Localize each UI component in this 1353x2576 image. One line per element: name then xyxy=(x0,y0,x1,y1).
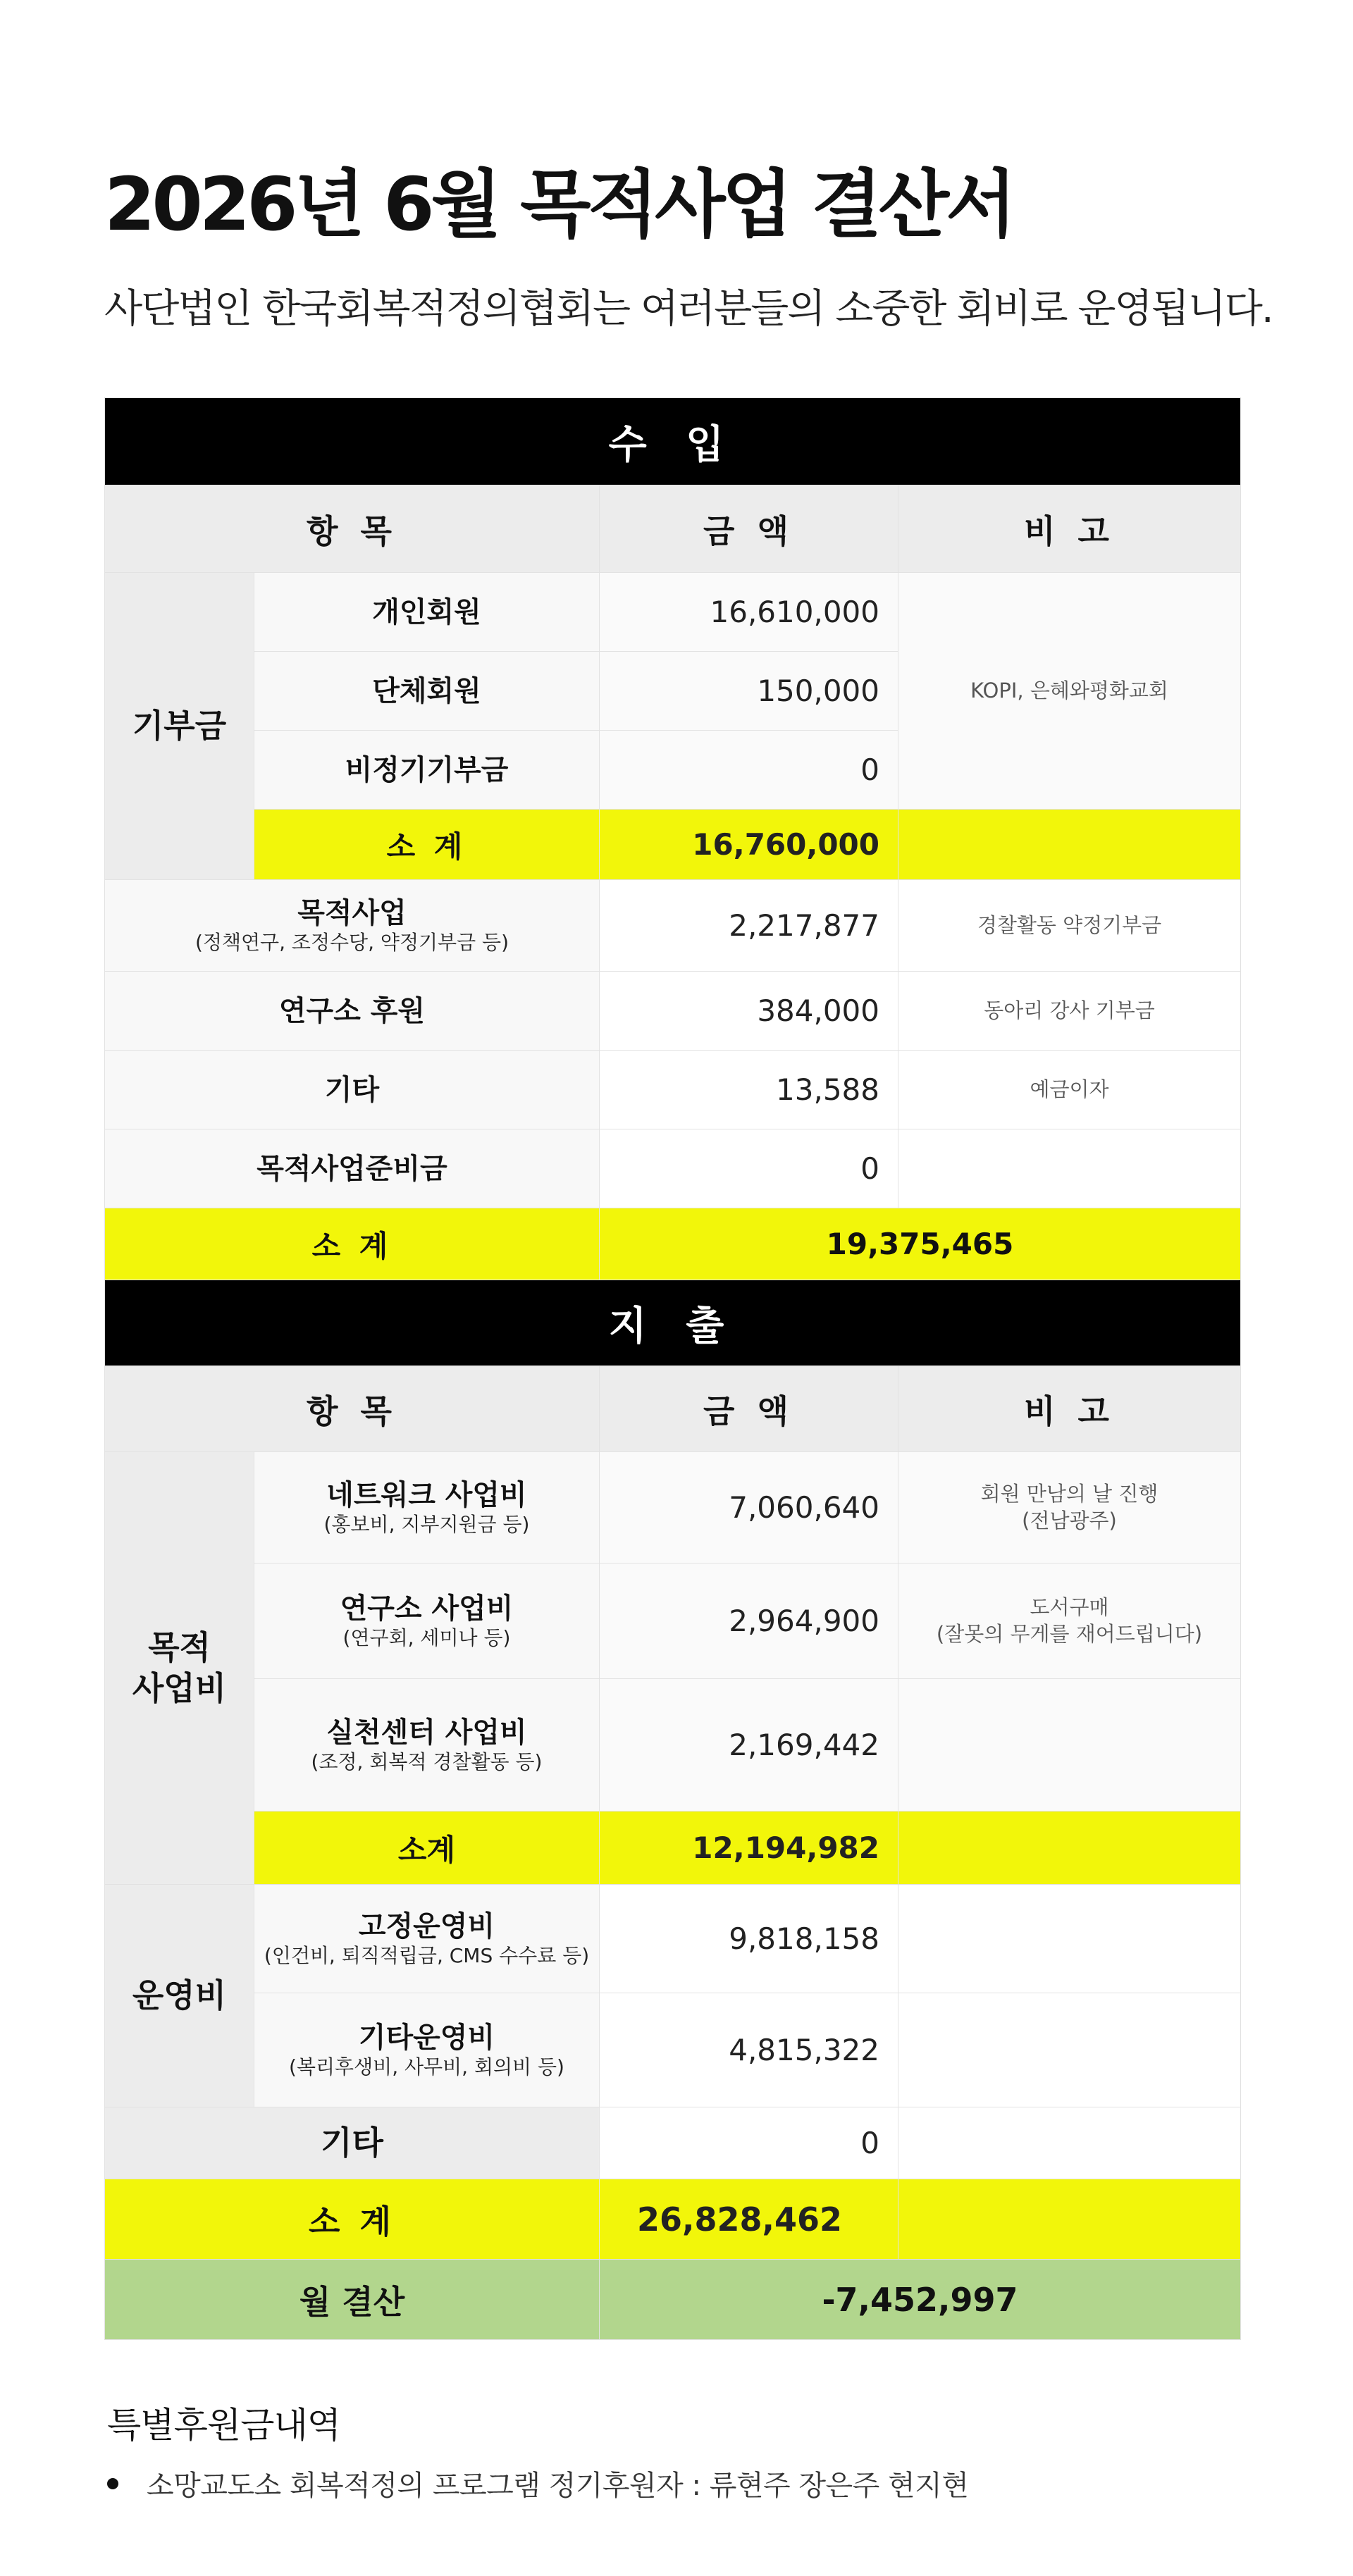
expense-col-amount: 금 액 xyxy=(600,1366,898,1452)
income-row-label: 연구소 후원 xyxy=(105,972,600,1051)
income-col-note: 비 고 xyxy=(898,485,1241,573)
purpose-note-line2: (잘못의 무게를 재어드립니다) xyxy=(936,1621,1203,1646)
income-row-subtitle: (정책연구, 조정수당, 약정기부금 등) xyxy=(194,931,509,954)
income-row-note: 동아리 강사 기부금 xyxy=(898,972,1241,1051)
donation-subtotal-label: 소 계 xyxy=(254,810,600,880)
operation-row-title: 기타운영비 xyxy=(358,2021,495,2054)
list-item xyxy=(107,2463,968,2503)
donation-row-label: 개인회원 xyxy=(254,573,600,652)
income-col-amount: 금 액 xyxy=(600,485,898,573)
expense-header: 지 출 xyxy=(105,1280,1241,1366)
operation-row-label xyxy=(254,1885,600,1993)
expense-etc-note xyxy=(898,2107,1241,2179)
income-row-note: 예금이자 xyxy=(898,1051,1241,1129)
page-subtitle: 사단법인 한국회복적정의협회는 여러분들의 소중한 회비로 운영됩니다. xyxy=(104,286,1273,332)
purpose-note-line2: (전남광주) xyxy=(1022,1508,1117,1532)
purpose-group-line2: 사업비 xyxy=(132,1668,227,1707)
operation-row-note xyxy=(898,1993,1241,2107)
bullet-icon xyxy=(107,2478,118,2489)
purpose-row-subtitle: (연구회, 세미나 등) xyxy=(342,1626,511,1649)
donation-row-label: 단체회원 xyxy=(254,652,600,731)
expense-etc-amount: 0 xyxy=(600,2107,898,2179)
purpose-row-label xyxy=(254,1563,600,1679)
purpose-row-title: 네트워크 사업비 xyxy=(326,1479,527,1511)
income-row-amount: 13,588 xyxy=(600,1051,898,1129)
balance-amount: -7,452,997 xyxy=(600,2260,1241,2340)
purpose-subtotal-amount: 12,194,982 xyxy=(600,1812,898,1885)
operation-row-subtitle: (복리후생비, 사무비, 회의비 등) xyxy=(289,2055,564,2079)
operation-group-label: 운영비 xyxy=(105,1885,254,2107)
purpose-row-amount: 2,964,900 xyxy=(600,1563,898,1679)
income-row-title: 목적사업 xyxy=(297,897,407,929)
expense-total-label: 소 계 xyxy=(105,2179,600,2260)
donation-row-amount: 0 xyxy=(600,731,898,810)
purpose-row-label xyxy=(254,1679,600,1812)
operation-row-subtitle: (인건비, 퇴직적립금, CMS 수수료 등) xyxy=(264,1944,590,1967)
expense-etc-label: 기타 xyxy=(105,2107,600,2179)
purpose-subtotal-label: 소계 xyxy=(254,1812,600,1885)
income-row-note: 경찰활동 약정기부금 xyxy=(898,880,1241,972)
purpose-row-subtitle: (홍보비, 지부지원금 등) xyxy=(323,1513,530,1536)
operation-row-title: 고정운영비 xyxy=(358,1910,495,1943)
special-donation-title: 특별후원금내역 xyxy=(107,2405,341,2446)
purpose-group-label xyxy=(105,1452,254,1885)
operation-row-note xyxy=(898,1885,1241,1993)
income-header: 수 입 xyxy=(105,398,1241,485)
income-col-item: 항 목 xyxy=(105,485,600,573)
purpose-note-line1: 회원 만남의 날 진행 xyxy=(980,1481,1159,1506)
purpose-row-amount: 7,060,640 xyxy=(600,1452,898,1563)
expense-total-amount: 26,828,462 xyxy=(600,2179,898,2260)
page-title: 2026년 6월 목적사업 결산서 xyxy=(104,161,1013,247)
donation-row-amount: 16,610,000 xyxy=(600,573,898,652)
income-row-amount: 2,217,877 xyxy=(600,880,898,972)
operation-row-amount: 4,815,322 xyxy=(600,1993,898,2107)
donation-note: KOPI, 은혜와평화교회 xyxy=(898,573,1241,810)
purpose-row-subtitle: (조정, 회복적 경찰활동 등) xyxy=(311,1750,543,1773)
special-donation-list xyxy=(107,2463,968,2503)
purpose-group-line1: 목적 xyxy=(148,1628,211,1666)
purpose-row-note xyxy=(898,1679,1241,1812)
income-row-amount: 0 xyxy=(600,1129,898,1208)
settlement-table xyxy=(104,397,1241,2340)
purpose-row-title: 연구소 사업비 xyxy=(340,1592,514,1625)
income-row-amount: 384,000 xyxy=(600,972,898,1051)
donation-group-label: 기부금 xyxy=(105,573,254,880)
purpose-row-title: 실천센터 사업비 xyxy=(326,1716,527,1749)
special-donation-text: 소망교도소 회복적정의 프로그램 정기후원자 : 류현주 장은주 현지현 xyxy=(147,2470,969,2502)
balance-label: 월 결산 xyxy=(105,2260,600,2340)
income-total-amount: 19,375,465 xyxy=(600,1208,1241,1280)
income-row-label xyxy=(105,880,600,972)
income-row-label: 기타 xyxy=(105,1051,600,1129)
donation-row-amount: 150,000 xyxy=(600,652,898,731)
purpose-note-line1: 도서구매 xyxy=(1030,1594,1109,1619)
income-total-label: 소 계 xyxy=(105,1208,600,1280)
operation-row-label xyxy=(254,1993,600,2107)
purpose-row-amount: 2,169,442 xyxy=(600,1679,898,1812)
expense-total-note xyxy=(898,2179,1241,2260)
purpose-row-label xyxy=(254,1452,600,1563)
purpose-subtotal-note xyxy=(898,1812,1241,1885)
income-row-note xyxy=(898,1129,1241,1208)
donation-row-label: 비정기기부금 xyxy=(254,731,600,810)
donation-subtotal-note xyxy=(898,810,1241,880)
donation-subtotal-amount: 16,760,000 xyxy=(600,810,898,880)
purpose-row-note xyxy=(898,1452,1241,1563)
purpose-row-note xyxy=(898,1563,1241,1679)
income-row-label: 목적사업준비금 xyxy=(105,1129,600,1208)
expense-col-item: 항 목 xyxy=(105,1366,600,1452)
expense-col-note: 비 고 xyxy=(898,1366,1241,1452)
operation-row-amount: 9,818,158 xyxy=(600,1885,898,1993)
